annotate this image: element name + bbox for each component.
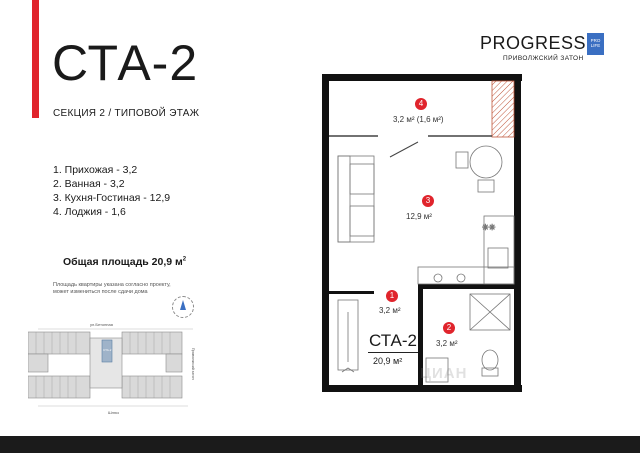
room-area-4: 3,2 м² (1,6 м²) [393, 115, 444, 124]
sofa-icon [338, 156, 374, 242]
door-swing [390, 142, 418, 157]
section-floor-label: СЕКЦИЯ 2 / ТИПОВОЙ ЭТАЖ [53, 108, 200, 119]
wall-left [322, 74, 329, 392]
room-area-3: 12,9 м² [406, 212, 432, 221]
plan-apartment-area: 20,9 м² [373, 356, 403, 366]
total-area [63, 256, 186, 268]
site-plan-building [122, 332, 182, 354]
room-marker-3: 3 [422, 195, 434, 207]
site-plan-street-bottom: Шлюз [108, 410, 119, 415]
room-item-1: 1. Прихожая - 3,2 [53, 164, 138, 176]
dining-table-icon [456, 146, 502, 192]
plan-apartment-label: СТА-2 [369, 331, 417, 350]
site-plan-building [28, 354, 48, 372]
bottom-bar [0, 436, 640, 453]
wall-bathroom-top [418, 284, 514, 289]
compass-icon [172, 296, 194, 318]
brand-name: PROGRESS [480, 33, 587, 53]
kitchen-counter-icon [418, 216, 514, 284]
apartment-title: СТА-2 [52, 35, 199, 91]
room-area-1: 3,2 м² [379, 306, 401, 315]
total-area-unit-sup: 2 [182, 256, 187, 263]
wall-right [514, 74, 521, 392]
disclaimer-note: Площадь квартиры указана согласно проекту, может измениться после сдачи дома [53, 282, 171, 295]
room-item-2: 2. Ванная - 3,2 [53, 178, 125, 190]
room-marker-1: 1 [386, 290, 398, 302]
svg-text:✳✳: ✳✳ [482, 223, 496, 232]
total-area-text: Общая площадь 20,9 м [63, 256, 183, 268]
site-plan-building [166, 354, 182, 372]
loggia-wall-hatch [492, 81, 514, 137]
wall-top [322, 74, 522, 81]
site-plan-street-top: ул.Бетонная [90, 322, 113, 327]
brand-badge: PRO LIFE [587, 33, 604, 55]
plan-label-divider [368, 352, 418, 353]
room-item-4: 4. Лоджия - 1,6 [53, 206, 126, 218]
site-plan-unit-label: СТА-2 [103, 348, 112, 352]
room-marker-2: 2 [443, 322, 455, 334]
site-plan [28, 318, 198, 418]
site-plan-building [122, 376, 182, 398]
brand-logo [480, 33, 601, 62]
watermark: ЦИАН [420, 365, 468, 382]
site-plan-building [28, 376, 90, 398]
site-plan-building [28, 332, 90, 354]
site-plan-street-right: Приволжский затон [191, 348, 195, 380]
room-list [53, 163, 170, 219]
room-area-2: 3,2 м² [436, 339, 458, 348]
brand-subtitle: ПРИВОЛЖСКИЙ ЗАТОН [503, 55, 584, 62]
room-marker-4: 4 [415, 98, 427, 110]
wardrobe-icon [338, 300, 358, 372]
room-item-3: 3. Кухня-Гостиная - 12,9 [53, 192, 171, 204]
accent-bar [32, 0, 39, 118]
wall-hall [329, 291, 374, 294]
compass-arrow-icon [180, 300, 186, 310]
